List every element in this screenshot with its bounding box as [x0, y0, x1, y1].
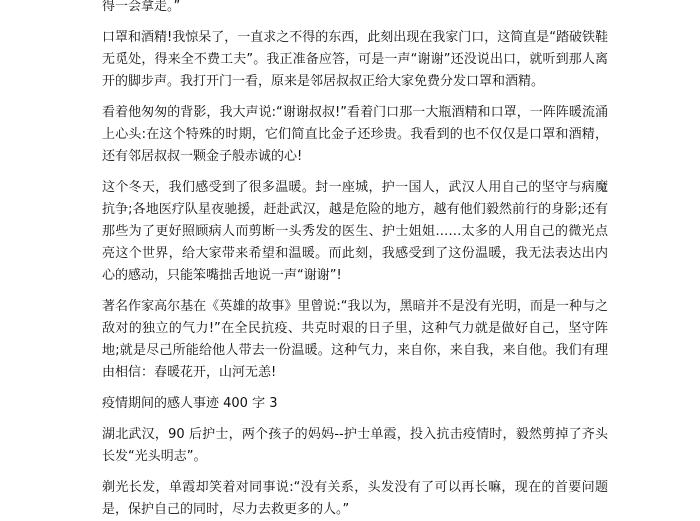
- section-title: 疫情期间的感人事迹 400 字 3: [102, 396, 278, 411]
- paragraph-2: 口罩和酒精!我惊呆了，一直求之不得的东西，此刻出现在我家门口，这简直是“踏破铁鞋无觅处，得来全不费工夫”。我正准备应答，可是一声“谢谢”还没说出口，就听到那人离开的脚步声。我打开门一看，原来是邻居叔叔正给大家免费分发口罩和酒精。: [102, 30, 608, 89]
- paragraph-7: 剃光长发，单霞却笑着对同事说:“没有关系，头发没有了可以再长嘛，现在的首要问题是，保护自己的同时，尽力去救更多的人。”: [102, 480, 608, 517]
- paragraph-6: 湖北武汉，90 后护士，两个孩子的妈妈--护士单霞，投入抗击疫情时，毅然剪掉了齐头长发“光头明志”。: [102, 427, 608, 464]
- paragraph-5: 著名作家高尔基在《英雄的故事》里曾说:“我以为，黑暗并不是没有光明，而是一种与之敌对的独立的气力!”在全民抗疫、共克时艰的日子里，这种气力就是做好自己，坚守阵地;就是尽己所能给他人带去一份温暖。这种气力，来自你，来自我，来自他。我们有理由相信：春暖花开，山河无恙!: [102, 299, 608, 380]
- paragraph-4: 这个冬天，我们感受到了很多温暖。封一座城，护一国人，武汉人用自己的坚守与病魔抗争;各地医疗队星夜驰援，赶赴武汉，越是危险的地方，越有他们毅然前行的身影;还有那些为了更好照顾病人而剪断一头秀发的医生、护士姐姐……太多的人用自己的微光点亮这个世界，给大家带来希望和温暖。而此刻，我感受到了这份温暖，我无法表达出内心的感动，只能笨嘴拙舌地说一声“谢谢”!: [102, 180, 608, 283]
- paragraph-1: 得一会拿走。”: [102, 0, 181, 14]
- paragraph-3: 看着他匆匆的背影，我大声说:“谢谢叔叔!”看着门口那一大瓶酒精和口罩，一阵阵暖流涌上心头:在这个特殊的时期，它们简直比金子还珍贵。我看到的也不仅仅是口罩和酒精，还有邻居叔叔一颗金子般赤诚的心!: [102, 105, 608, 164]
